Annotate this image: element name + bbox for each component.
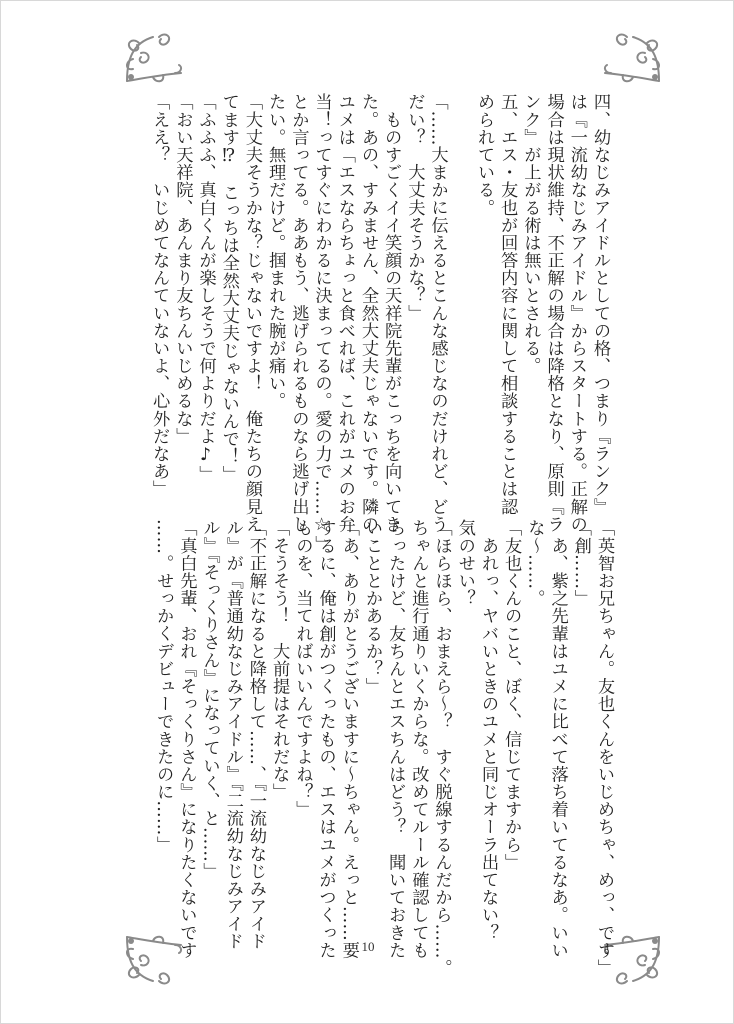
text-line: あれっ、ヤバいときのユメと同じオーラ出てない？ [477, 519, 498, 942]
text-line: いこととかあるか？」 [361, 519, 382, 695]
text-line [449, 93, 472, 488]
text-line: あ、紫之先輩はユメに比べて落ち着いてるなあ。いい [547, 519, 568, 959]
text-line: 「ふふふ、真白くんが楽しそうで何よりだよ♪」 [195, 93, 216, 483]
text-line: らったけど、友ちんとエスちんはどう？ 聞いておきた [385, 519, 406, 959]
text-line: 「友也くんのこと、ぼく、信じてますから」 [501, 519, 522, 871]
text-line: だい？ 大丈夫そうかな？」 [404, 93, 425, 322]
text-line: ンク』が上がる術は無いとされる。 [520, 93, 541, 375]
text-line: するに、俺は創がつくったもの、エスはユメがつくった [315, 519, 336, 959]
text-line: ちゃんと進行通りいくからな。改めてルール確認しても [408, 519, 429, 959]
text-line: 「大丈夫そうかな？じゃないですよ！ 俺たちの顔見え [241, 93, 262, 533]
text-line: 「英智お兄ちゃん。友也くんをいじめちゃ、めっ、です」 [594, 519, 614, 977]
text-line: 五、エス・友也が回答内容に関して相談することは認 [497, 93, 518, 516]
text-line: な～……。 [524, 519, 545, 607]
text-line: 「……大まかに伝えるとこんな感じなのだけれど、どう [427, 93, 448, 533]
text-line: められている。 [473, 93, 494, 217]
text-line: ル』が『普通幼なじみアイドル』『二流幼なじみアイド [222, 519, 243, 951]
text-line: 場合は現状維持、不正解の場合は降格となり、原則『ラ [543, 93, 564, 533]
text-line: は『一流幼なじみアイドル』からスタートする。正解の [566, 93, 587, 533]
text-line: 当！ってすぐにわかるに決まってるの。愛の力で……☆」 [311, 93, 332, 554]
text-line: ものすごくイイ笑顔の天祥院先輩がこっちを向いてき [381, 93, 402, 533]
upper-text-tier [147, 93, 611, 554]
text-line: ……。せっかくデビューできたのに……」 [153, 519, 174, 854]
text-line: とか言ってる。ああもう、逃げられるものなら逃げ出し [288, 93, 309, 533]
page-number: 10 [361, 939, 375, 954]
text-line: 「不正解になると降格して……、『一流幼なじみアイド [245, 519, 266, 951]
text-line: ル』『そっくりさん』になっていく、と……」 [199, 519, 220, 880]
text-line: 「創……」 [570, 519, 591, 607]
text-line: 「真白先輩、おれ『そっくりさん』になりたくないです [176, 519, 197, 959]
text-line: 「ほらほら、おまえら～？ すぐ脱線するんだから……。 [431, 519, 452, 977]
text-line: 四、幼なじみアイドルとしての格、つまり『ランク』 [590, 93, 610, 516]
text-line: たい。無理だけど。掴まれた腕が痛い。 [265, 93, 286, 410]
text-line: 「そうそう！ 大前提はそれだな」 [269, 519, 290, 801]
text-line: 「ええ？ いじめてなんていないよ、心外だなあ」 [149, 93, 170, 498]
text-line: ものを、当てればいいんですよね？」 [292, 519, 313, 819]
text-line: ユメは「エスならちょっと食べれば、これがユメのお弁 [334, 93, 355, 533]
text-line: 「あ、ありがとうございますに～ちゃん。えっと……要 [338, 519, 359, 959]
text-line: てます⁉ こっちは全然大丈夫じゃないんで！」 [218, 93, 239, 483]
text-line: 気のせい？ [454, 519, 475, 607]
corner-flourish-icon [597, 29, 667, 89]
corner-flourish-icon [119, 29, 189, 89]
text-line: た。あの、すみません、全然大丈夫じゃないです。隣の [357, 93, 378, 533]
text-line: 「おい天祥院、あんまり友ちんいじめるな」 [172, 93, 193, 445]
